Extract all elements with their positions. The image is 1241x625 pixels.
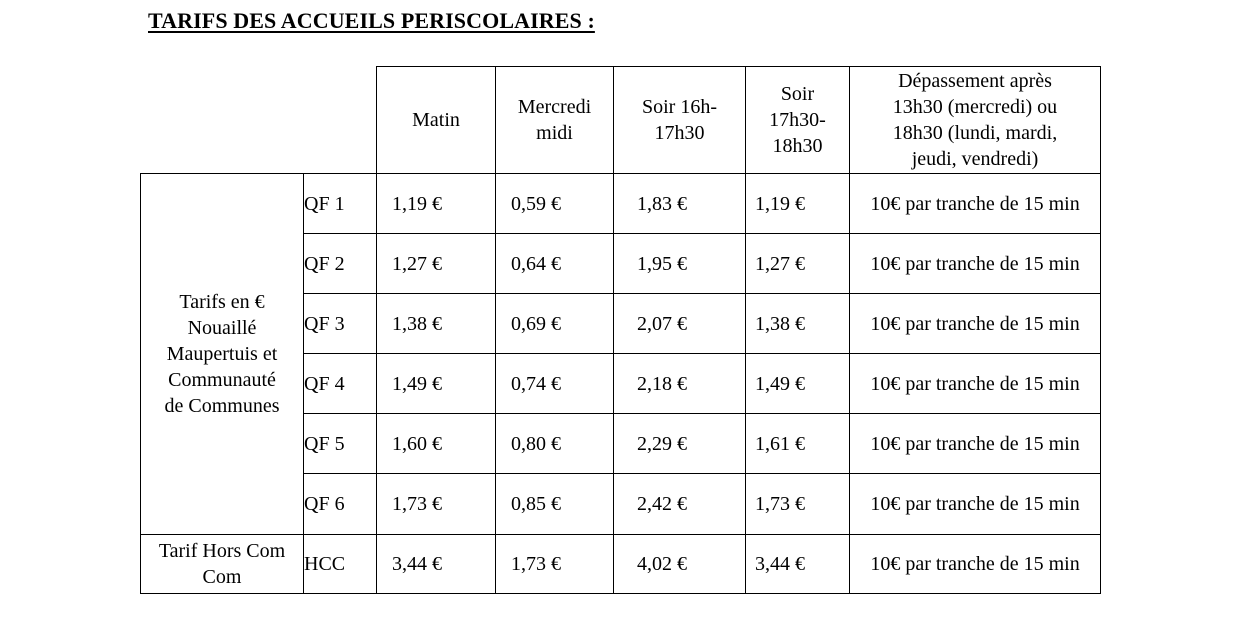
header-soir2-line: Soir <box>780 83 815 105</box>
table-row-qf6-mercredi <box>495 473 614 535</box>
cell-qf: QF 3 <box>304 312 345 335</box>
table-row-qf4-matin <box>376 353 496 414</box>
cell-mercredi: 0,59 € <box>511 192 561 215</box>
header-matin-label: Matin <box>412 109 460 131</box>
table-row-qf3-qf <box>303 293 377 354</box>
cell-soir1: 2,18 € <box>637 372 687 395</box>
cell-matin: 1,73 € <box>392 493 442 515</box>
cell-soir1: 4,02 € <box>637 553 687 575</box>
cell-soir2: 1,49 € <box>755 372 805 395</box>
table-row-hcc-depassement <box>849 534 1101 594</box>
table-row-qf5-qf <box>303 413 377 474</box>
cell-soir2: 1,27 € <box>755 252 805 275</box>
header-mercredi-line: Mercredi <box>517 96 592 118</box>
group-local-line: de Communes <box>164 395 280 417</box>
cell-qf: QF 4 <box>304 372 345 395</box>
table-row-qf5-matin <box>376 413 496 474</box>
table-row-qf3-depassement <box>849 293 1101 354</box>
table-row-qf4-soir1 <box>613 353 746 414</box>
group-hcc-label <box>140 534 304 594</box>
cell-soir2: 1,19 € <box>755 192 805 215</box>
header-depassement-line: 18h30 (lundi, mardi, <box>892 122 1058 144</box>
table-row-qf3-matin <box>376 293 496 354</box>
table-row-qf6-qf <box>303 473 377 535</box>
header-mercredi-line: midi <box>536 122 573 144</box>
cell-soir1: 2,29 € <box>637 432 687 455</box>
cell-mercredi: 1,73 € <box>511 553 561 575</box>
cell-mercredi: 0,80 € <box>511 432 561 455</box>
table-row-qf6-matin <box>376 473 496 535</box>
table-row-hcc-mercredi <box>495 534 614 594</box>
table-row-qf4-qf <box>303 353 377 414</box>
cell-qf: QF 5 <box>304 432 345 455</box>
table-row-qf5-soir2 <box>745 413 850 474</box>
table-row-qf2-matin <box>376 233 496 294</box>
header-soir1-line: 17h30 <box>654 122 705 144</box>
table-row-qf2-soir1 <box>613 233 746 294</box>
cell-soir1: 2,42 € <box>637 493 687 515</box>
table-row-hcc-soir1 <box>613 534 746 594</box>
table-row-qf6-soir2 <box>745 473 850 535</box>
cell-soir1: 2,07 € <box>637 312 687 335</box>
table-row-qf5-soir1 <box>613 413 746 474</box>
cell-depassement: 10€ par tranche de 15 min <box>870 432 1080 455</box>
header-soir2-line: 17h30- <box>769 109 826 131</box>
table-row-qf4-depassement <box>849 353 1101 414</box>
header-depassement-line: 13h30 (mercredi) ou <box>892 96 1058 118</box>
table-row-qf2-mercredi <box>495 233 614 294</box>
table-row-qf2-soir2 <box>745 233 850 294</box>
table-row-qf6-depassement <box>849 473 1101 535</box>
header-mercredi <box>495 66 614 174</box>
table-row-hcc-soir2 <box>745 534 850 594</box>
cell-depassement: 10€ par tranche de 15 min <box>870 493 1080 515</box>
header-soir-16h-17h30 <box>613 66 746 174</box>
cell-mercredi: 0,74 € <box>511 372 561 395</box>
cell-depassement: 10€ par tranche de 15 min <box>870 252 1080 275</box>
page-title: TARIFS DES ACCUEILS PERISCOLAIRES : <box>148 8 595 33</box>
table-row-qf4-mercredi <box>495 353 614 414</box>
group-local-line: Communauté <box>168 369 276 391</box>
header-soir1-line: Soir 16h- <box>642 96 717 118</box>
cell-matin: 1,49 € <box>392 372 442 395</box>
table-row-qf3-mercredi <box>495 293 614 354</box>
table-row-qf2-depassement <box>849 233 1101 294</box>
cell-soir2: 1,73 € <box>755 493 805 515</box>
group-local-label <box>140 173 304 535</box>
table-row-qf1-soir2 <box>745 173 850 234</box>
cell-depassement: 10€ par tranche de 15 min <box>870 553 1080 575</box>
group-local-line: Maupertuis et <box>166 343 278 365</box>
cell-matin: 3,44 € <box>392 553 442 575</box>
table-row-qf2-qf <box>303 233 377 294</box>
table-row-qf1-depassement <box>849 173 1101 234</box>
cell-qf: QF 2 <box>304 252 345 275</box>
table-row-qf1-matin <box>376 173 496 234</box>
table-row-qf5-depassement <box>849 413 1101 474</box>
cell-matin: 1,60 € <box>392 432 442 455</box>
group-local-line: Nouaillé <box>187 317 257 339</box>
header-depassement <box>849 66 1101 174</box>
cell-soir2: 1,38 € <box>755 312 805 335</box>
cell-mercredi: 0,69 € <box>511 312 561 335</box>
cell-depassement: 10€ par tranche de 15 min <box>870 312 1080 335</box>
group-hcc-line: Tarif Hors Com <box>158 540 286 562</box>
header-depassement-line: Dépassement après <box>898 70 1052 92</box>
cell-qf: QF 6 <box>304 493 345 515</box>
table-row-qf1-soir1 <box>613 173 746 234</box>
table-row-qf6-soir1 <box>613 473 746 535</box>
cell-mercredi: 0,64 € <box>511 252 561 275</box>
cell-soir1: 1,83 € <box>637 192 687 215</box>
cell-matin: 1,19 € <box>392 192 442 215</box>
cell-soir2: 3,44 € <box>755 553 805 575</box>
cell-matin: 1,27 € <box>392 252 442 275</box>
group-local-line: Tarifs en € <box>179 291 265 313</box>
table-row-qf5-mercredi <box>495 413 614 474</box>
cell-depassement: 10€ par tranche de 15 min <box>870 372 1080 395</box>
cell-soir2: 1,61 € <box>755 432 805 455</box>
cell-qf: HCC <box>304 553 346 575</box>
cell-mercredi: 0,85 € <box>511 493 561 515</box>
table-row-qf3-soir2 <box>745 293 850 354</box>
header-matin <box>376 66 496 174</box>
cell-depassement: 10€ par tranche de 15 min <box>870 192 1080 215</box>
cell-matin: 1,38 € <box>392 312 442 335</box>
table-row-hcc-matin <box>376 534 496 594</box>
table-row-qf3-soir1 <box>613 293 746 354</box>
table-row-qf4-soir2 <box>745 353 850 414</box>
header-soir-17h30-18h30 <box>745 66 850 174</box>
table-row-qf1-mercredi <box>495 173 614 234</box>
header-depassement-line: jeudi, vendredi) <box>911 148 1039 170</box>
group-hcc-line: Com <box>202 566 242 588</box>
cell-soir1: 1,95 € <box>637 252 687 275</box>
table-row-qf1-qf <box>303 173 377 234</box>
cell-qf: QF 1 <box>304 192 345 215</box>
table-row-hcc-qf <box>303 534 377 594</box>
header-soir2-line: 18h30 <box>772 135 823 157</box>
